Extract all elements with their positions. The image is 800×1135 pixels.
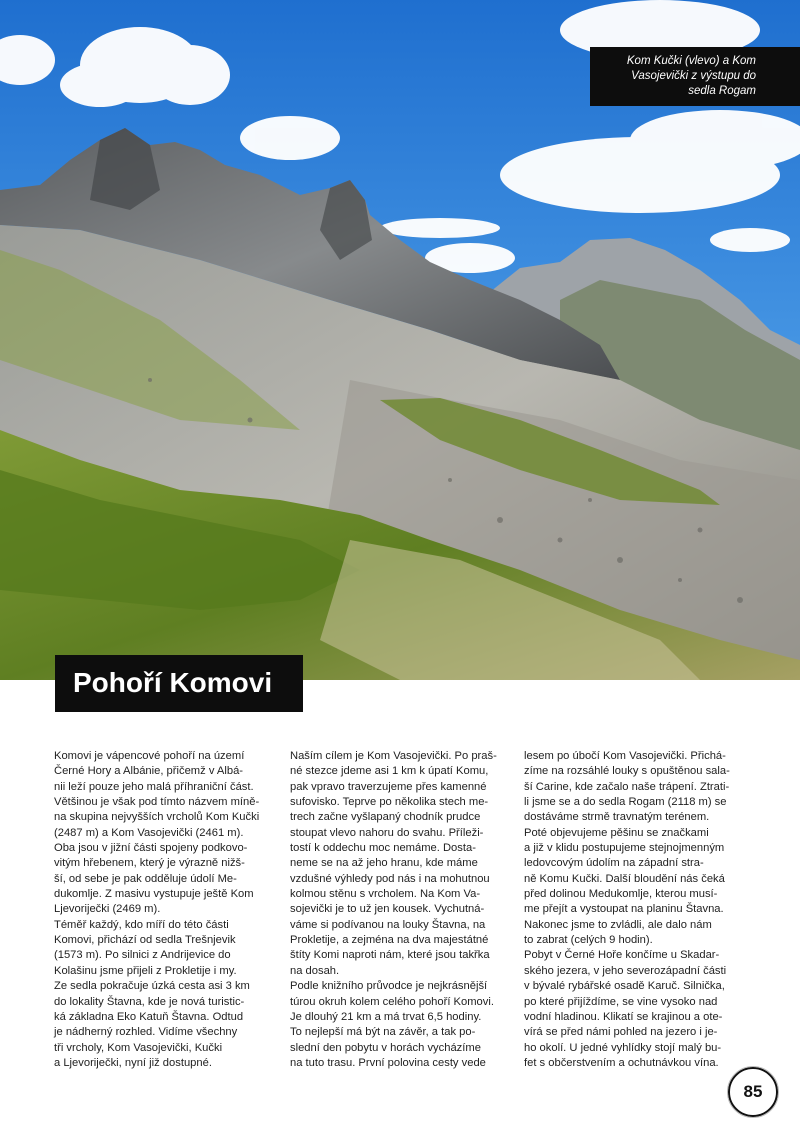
caption-line: Vasojevički z výstupu do xyxy=(631,70,756,82)
caption-line: sedla Rogam xyxy=(688,85,756,97)
article-title-box xyxy=(55,655,303,712)
caption-line: Kom Kučki (vlevo) a Kom xyxy=(626,55,756,67)
article-title: Pohoří Komovi xyxy=(73,667,273,698)
text-column-1: Komovi je vápencové pohoří na území Černé Hory a Albánie, přičemž v Albá- nii leží pouze jeho malá příhraniční část. Většinou je však pod tímto názvem míně- na skupina nejvyšších vrcholů Kom Kučki (2487 m) a Kom Vasojevički (2461 m). Oba jsou v jižní části spojeny podkovo- vitým hřebenem, který je výrazně nižš- ší, od sebe je pak odděluje údolí Me- dukomlje. Z masivu vystupuje ještě Kom Ljevoriječki (2469 m). Téměř každý, kdo míří do této části Komovi, přichází od sedla Trešnjevik (1573 m). Po silnici z Andrijevice do Kolašinu jsme přijeli z Prokletije i my. Ze sedla pokračuje úzká cesta asi 3 km do lokality Štavna, kde je nová turistic- ká základna Eko Katuň Štavna. Odtud je nádherný rozhled. Vidíme všechny tři vrcholy, Kom Vasojevički, Kučki a Ljevoriječki, nyní již dostupné. xyxy=(54,750,260,1069)
photo-caption xyxy=(590,47,800,106)
text-column-3: lesem po úbočí Kom Vasojevički. Přichá- zíme na rozsáhlé louky s opuštěnou sala- ší Carine, kde začalo naše trápení. Ztrati- li jsme se a do sedla Rogam (2118 m) se dostáváme strmě travnatým terénem. Poté objevujeme pěšinu se značkami a již v klidu postupujeme stejnojmenným ledovcovým údolím na západní stra- ně Komu Kučki. Další bloudění nás čeká před dolinou Medukomlje, kterou musí- me přejít a vystoupat na planinu Štavna. Nakonec jsme to zvládli, ale dalo nám to zabrat (celých 9 hodin). Pobyt v Černé Hoře končíme u Skadar- ského jezera, v jeho severozápadní části v bývalé rybářské osadě Karuč. Silnička, po které přijíždíme, se vine vysoko nad vodní hladinou. Klikatí se krajinou a ote- vírá se před námi pohled na jezero i je- ho okolí. U jedné vyhlídky stojí malý bu- fet s občerstvením a ochutnávkou vína. xyxy=(524,750,730,1069)
article-body xyxy=(54,749,754,1069)
text-column-2: Naším cílem je Kom Vasojevički. Po praš- né stezce jdeme asi 1 km k úpatí Komu, pak vpravo traverzujeme přes kamenné sufovisko. Teprve po několika stech me- trech začne vyšlapaný chodník prudce stoupat vlevo nahoru do svahu. Příleži- tostí k oddechu moc nemáme. Dosta- neme se na až jeho hranu, kde máme vzdušné výhledy pod nás i na mohutnou kolmou stěnu s vrcholem. Na Kom Va- sojevički je to už jen kousek. Vychutná- váme si podívanou na louky Štavna, na Prokletije, a zejména na dva majestátné štíty Komi naproti nám, které jsou takřka na dosah. Podle knižního průvodce je nejkrásnější túrou okruh kolem celého pohoří Komovi. Je dlouhý 21 km a má trvat 6,5 hodiny. To nejlepší má být na závěr, a tak po- slední den pobytu v horách vycházíme na tuto trasu. První polovina cesty vede xyxy=(290,750,497,1069)
page-number-text: 85 xyxy=(743,1082,763,1101)
page-number xyxy=(728,1067,778,1117)
